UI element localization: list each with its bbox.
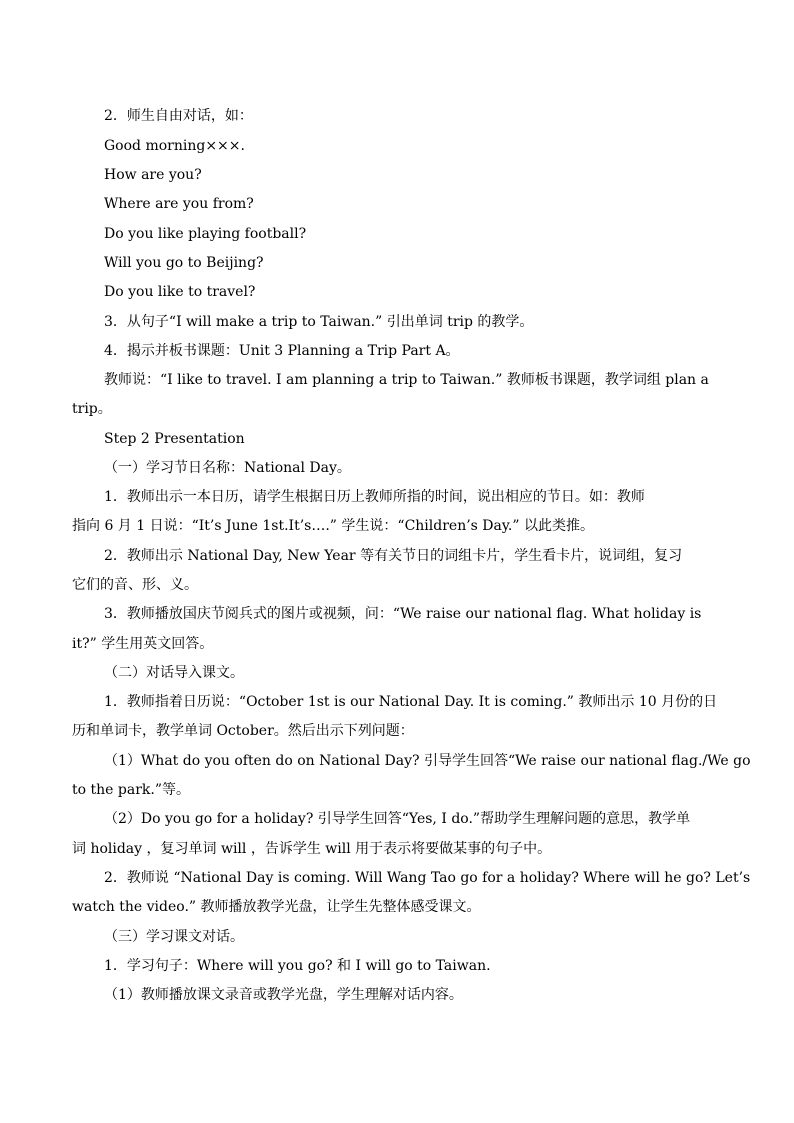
text-line-25: （2）Do you go for a holiday? 引导学生回答“Yes, I do.”帮助学生理解问题的意思，教学单 (104, 811, 691, 827)
text-line-16: 2．教师出示 National Day, New Year 等有关节日的词组卡片，学生看卡片，说词组，复习 (104, 548, 683, 564)
text-line-6: Will you go to Beijing? (104, 255, 264, 271)
text-line-2: Good morning×××. (104, 138, 245, 154)
text-line-26: 词 holiday ，复习单词 will ，告诉学生 will 用于表示将要做某事的句子中。 (72, 841, 552, 857)
text-line-30: 1．学习句子：Where will you go? 和 I will go to Taiwan. (104, 958, 491, 974)
text-line-29: （三）学习课文对话。 (104, 929, 244, 945)
section-heading-presentation: Step 2 Presentation (104, 431, 245, 447)
text-line-5: Do you like playing football? (104, 226, 307, 242)
text-line-13: （一）学习节日名称：National Day。 (104, 460, 351, 476)
text-line-8: 3．从句子“I will make a trip to Taiwan.” 引出单词 trip 的教学。 (104, 314, 534, 330)
text-line-7: Do you like to travel? (104, 284, 256, 300)
text-line-20: （二）对话导入课文。 (104, 665, 244, 681)
text-line-14: 1．教师出示一本日历，请学生根据日历上教师所指的时间，说出相应的节日。如：教师 (104, 489, 645, 505)
text-line-15: 指向 6 月 1 日说：“It’s June 1st.It’s….” 学生说：“Children’s Day.” 以此类推。 (72, 518, 594, 534)
text-line-24: to the park.”等。 (72, 782, 190, 798)
text-line-21: 1．教师指着日历说：“October 1st is our National Day. It is coming.” 教师出示 10 月份的日 (104, 694, 718, 710)
text-line-18: 3．教师播放国庆节阅兵式的图片或视频，问：“We raise our national flag. What holiday is (104, 606, 702, 622)
text-line-11: trip。 (72, 401, 112, 417)
text-line-17: 它们的音、形、义。 (72, 577, 198, 593)
text-line-9: 4．揭示并板书课题：Unit 3 Planning a Trip Part A。 (104, 343, 460, 359)
text-line-28: watch the video.” 教师播放教学光盘，让学生先整体感受课文。 (72, 899, 481, 915)
text-line-31: （1）教师播放课文录音或教学光盘，学生理解对话内容。 (104, 987, 463, 1003)
text-line-4: Where are you from? (104, 196, 254, 212)
text-line-3: How are you? (104, 167, 202, 183)
text-line-22: 历和单词卡，教学单词 October。然后出示下列问题： (72, 723, 414, 739)
text-line-27: 2．教师说 “National Day is coming. Will Wang Tao go for a holiday? Where will he go? Let’s (104, 870, 751, 886)
text-line-1: 2．师生自由对话，如： (104, 108, 253, 124)
text-line-23: （1）What do you often do on National Day? 引导学生回答“We raise our national flag./We go (104, 753, 751, 769)
text-line-19: it?” 学生用英文回答。 (72, 636, 214, 652)
text-line-10: 教师说：“I like to travel. I am planning a trip to Taiwan.” 教师板书课题，教学词组 plan a (104, 372, 709, 388)
